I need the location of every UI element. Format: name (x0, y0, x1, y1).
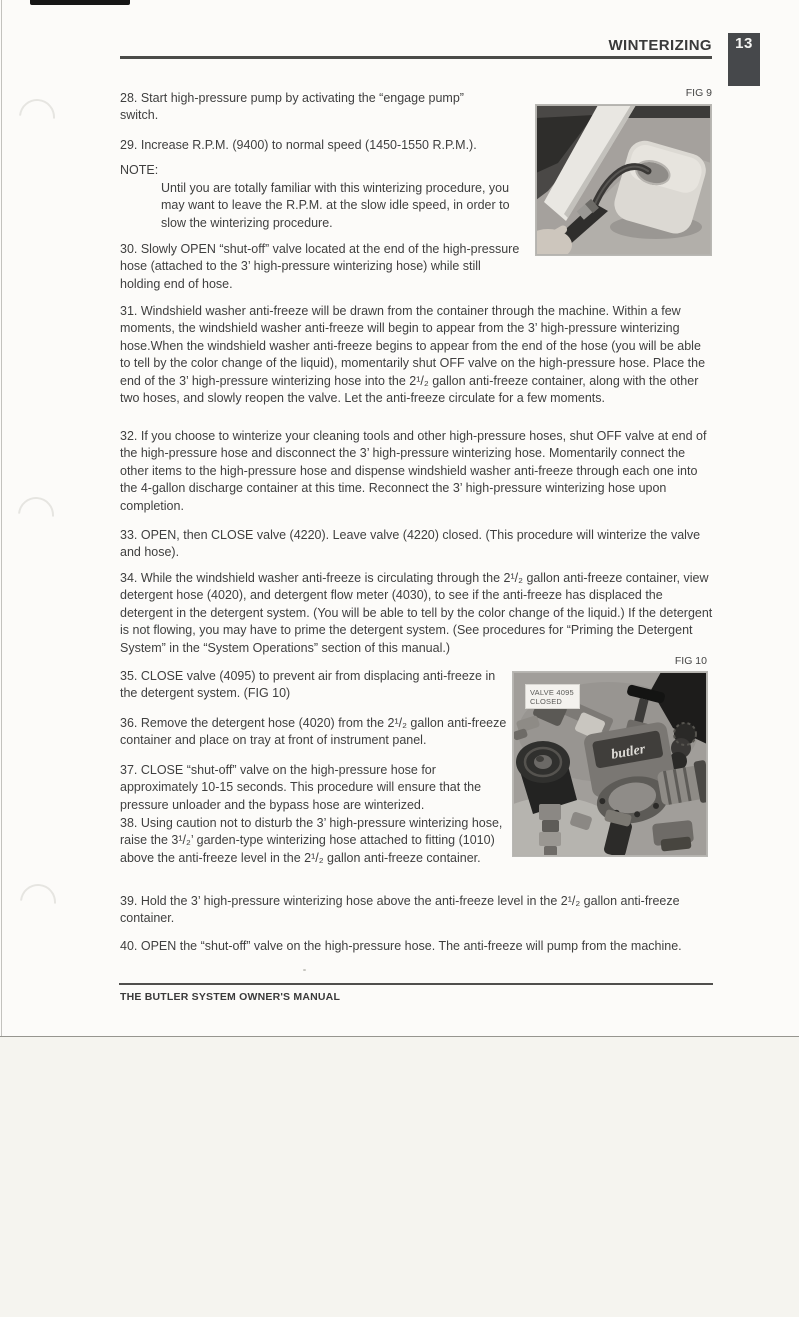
page-left-edge (1, 0, 2, 1036)
binder-hole-middle (11, 490, 62, 541)
hose-in-container-photo (536, 105, 711, 255)
binder-hole-top (12, 92, 63, 143)
figure-9-photo (535, 104, 712, 256)
header-rule (120, 56, 712, 59)
page-title: WINTERIZING (608, 37, 712, 54)
page-number: 13 (735, 35, 753, 52)
footer-title: THE BUTLER SYSTEM OWNER'S MANUAL (120, 991, 341, 1003)
step-36: 36. Remove the detergent hose (4020) from the 2¹/₂ gallon anti-freeze container and place on tray at front of instrument panel. (120, 716, 507, 748)
step-37: 37. CLOSE “shut-off” valve on the high-pressure hose for approximately 10-15 seconds. This procedure will ensure that the pressure unloader and the bypass hose are winterized. (120, 763, 482, 812)
scan-speck (303, 969, 306, 971)
scan-artifact-smudge (30, 0, 130, 5)
binder-hole-bottom (13, 877, 64, 928)
scanner-background (0, 1036, 799, 1317)
pump-brand-text: butler (610, 742, 647, 763)
step-33: 33. OPEN, then CLOSE valve (4220). Leave valve (4220) closed. (This procedure will winterize the valve and hose). (120, 528, 701, 560)
figure-9-label: FIG 9 (685, 87, 712, 99)
step-29: 29. Increase R.P.M. (9400) to normal speed (1450-1550 R.P.M.). (120, 138, 477, 152)
step-35: 35. CLOSE valve (4095) to prevent air from displacing anti-freeze in the detergent system. (FIG 10) (120, 669, 496, 701)
page-number-badge (728, 33, 760, 86)
step-39: 39. Hold the 3’ high-pressure winterizing hose above the anti-freeze level in the 2¹/₂ gallon anti-freeze container. (120, 894, 680, 926)
note-label: NOTE: (120, 163, 159, 177)
valve-callout-line1: VALVE 4095 (530, 688, 574, 697)
step-30: 30. Slowly OPEN “shut-off” valve located at the end of the high-pressure hose (attached to the 3’ high-pressure winterizing hose) while still holding end of hose. (120, 242, 520, 291)
figure-10-label: FIG 10 (674, 655, 707, 667)
figure-10-photo (512, 671, 708, 857)
valve-callout (526, 685, 579, 708)
step-40: 40. OPEN the “shut-off” valve on the high-pressure hose. The anti-freeze will pump from the machine. (120, 939, 682, 953)
note-body: Until you are totally familiar with this winterizing procedure, you may want to leave the R.P.M. at the slow idle speed, in order to slow the winterizing procedure. (161, 181, 510, 230)
step-32: 32. If you choose to winterize your cleaning tools and other high-pressure hoses, shut OFF valve at end of the high-pressure hose and disconnect the 3’ high-pressure winterizing hose. Momentarily connect the other items to the high-pressure hose and dispense windshield washer anti-freeze through each one into the 4-gallon discharge container at this time. Reconnect the 3’ high-pressure winterizing hose upon completion. (120, 429, 707, 513)
step-34: 34. While the windshield washer anti-freeze is circulating through the 2¹/₂ gallon anti-freeze container, view detergent hose (4020), and detergent flow meter (4030), to see if the anti-freeze has displaced the detergent in the detergent system. (You will be able to tell by the color change of the liquid.) If the detergent is not flowing, you may have to prime the detergent system. (See procedures for “Priming the Detergent System” in the “System Operations” section of this manual.) (120, 571, 713, 655)
step-28: 28. Start high-pressure pump by activating the “engage pump” switch. (120, 91, 464, 123)
footer-rule (119, 983, 713, 985)
valve-callout-line2: CLOSED (530, 697, 563, 706)
step-38: 38. Using caution not to disturb the 3’ high-pressure winterizing hose, raise the 3¹/₂’ garden-type winterizing hose attached to fitting (1010) above the anti-freeze level in the 2¹/₂ gallon anti-freeze container. (120, 816, 503, 865)
step-31: 31. Windshield washer anti-freeze will be drawn from the container through the machine. Within a few moments, the windshield washer anti-freeze will begin to appear from the 3’ high-pressure winterizing hose.When the windshield washer anti-freeze begins to appear from the end of the hose (you will be able to tell by the color change of the liquid), momentarily shut OFF valve on the high-pressure hose. Place the end of the 3’ high-pressure winterizing hose into the 2¹/₂ gallon anti-freeze container, along with the other two hoses, and slowly reopen the valve. Let the anti-freeze circulate for a few moments. (120, 304, 706, 406)
